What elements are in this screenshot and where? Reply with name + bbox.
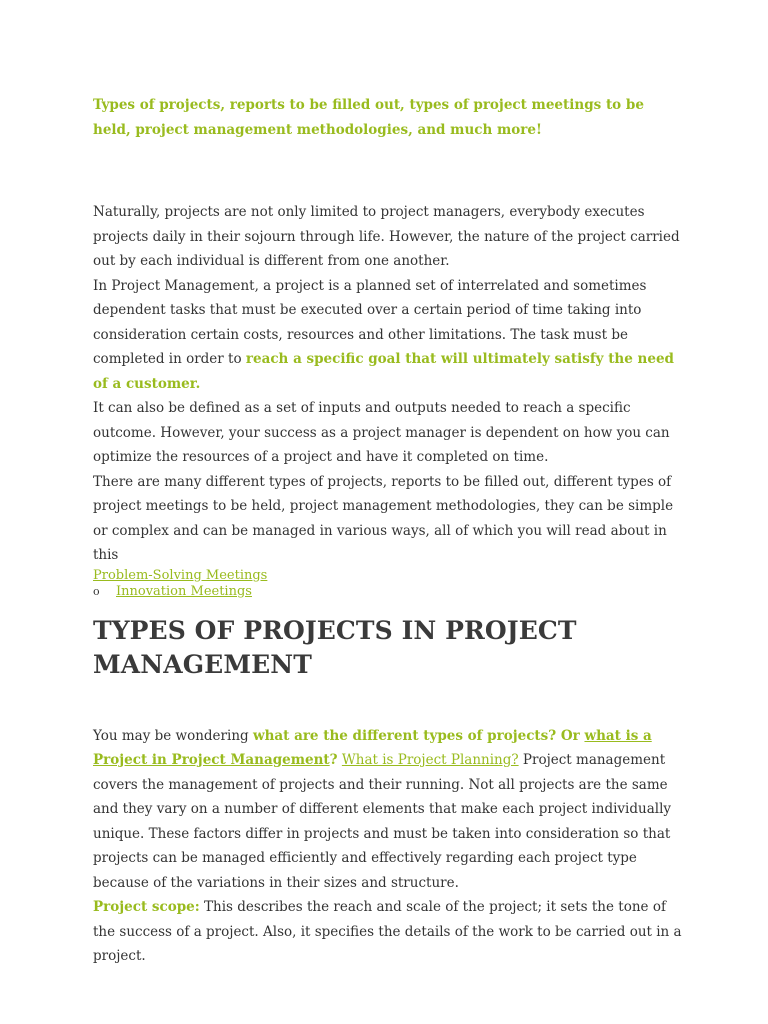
intro-paragraph-2-text: In Project Management, a project is a planned set of interrelated and sometimes dependent tasks that must be executed over a certain period of time taking into consideration certain costs, resources and other limitations. The task must be completed in order to	[93, 277, 647, 367]
lead-highlight-text: Types of projects, reports to be filled out, types of project meetings to be held, project management methodologies, and much more!	[93, 97, 644, 138]
link-innovation-meetings[interactable]: Innovation Meetings	[116, 583, 252, 599]
intro-paragraph-3: It can also be defined as a set of inputs and outputs needed to reach a specific outcome. However, your success as a project manager is dependent on how you can optimize the resources of a project and have it completed on time.	[93, 400, 670, 465]
section-heading: TYPES OF PROJECTS IN PROJECT MANAGEMENT	[93, 615, 577, 679]
intro-paragraph-2-highlight: reach a specific goal that will ultimately satisfy the need of a customer.	[93, 351, 674, 392]
section-paragraph-1-lead: You may be wondering	[93, 727, 253, 744]
intro-paragraph-1: Naturally, projects are not only limited to project managers, everybody executes projects daily in their sojourn through life. However, the nature of the project carried out by each individual is different from one another.	[93, 204, 680, 269]
project-scope-text: This describes the reach and scale of the project; it sets the tone of the success of a project. Also, it specifies the details of the work to be carried out in a project.	[93, 899, 682, 964]
link-problem-solving-meetings[interactable]: Problem-Solving Meetings	[93, 567, 268, 583]
spacer	[93, 682, 683, 724]
section-paragraph-1-rest: Project management covers the management of projects and their running. Not all projects are the same and they vary on a number of different elements that make each project individually unique. These factors differ in projects and must be taken into consideration so that projects can be managed efficiently and effectively regarding each project type because of the variations in their sizes and structure.	[93, 752, 672, 891]
circle-bullet-icon: o	[93, 585, 100, 598]
intro-paragraph-2	[93, 274, 683, 397]
section-paragraph-1-highlight: what are the different types of projects? Or	[252, 727, 585, 744]
intro-paragraph-4: There are many different types of projects, reports to be filled out, different types of project meetings to be held, project management methodologies, they can be simple or complex and can be managed in various ways, all of which you will read about in this	[93, 473, 674, 563]
section-paragraph-1	[93, 724, 683, 896]
question-mark: ?	[329, 752, 338, 768]
toc-item-problem-solving	[93, 568, 683, 584]
spacer	[93, 600, 683, 614]
spacer	[93, 142, 683, 200]
toc-item-innovation	[93, 584, 683, 600]
project-scope-paragraph	[93, 895, 683, 969]
link-what-is-a-project[interactable]: what is a Project in Project Management	[93, 727, 652, 768]
link-what-is-project-planning[interactable]: What is Project Planning?	[341, 752, 519, 768]
project-scope-label: Project scope:	[93, 899, 200, 915]
document-page	[93, 93, 683, 969]
